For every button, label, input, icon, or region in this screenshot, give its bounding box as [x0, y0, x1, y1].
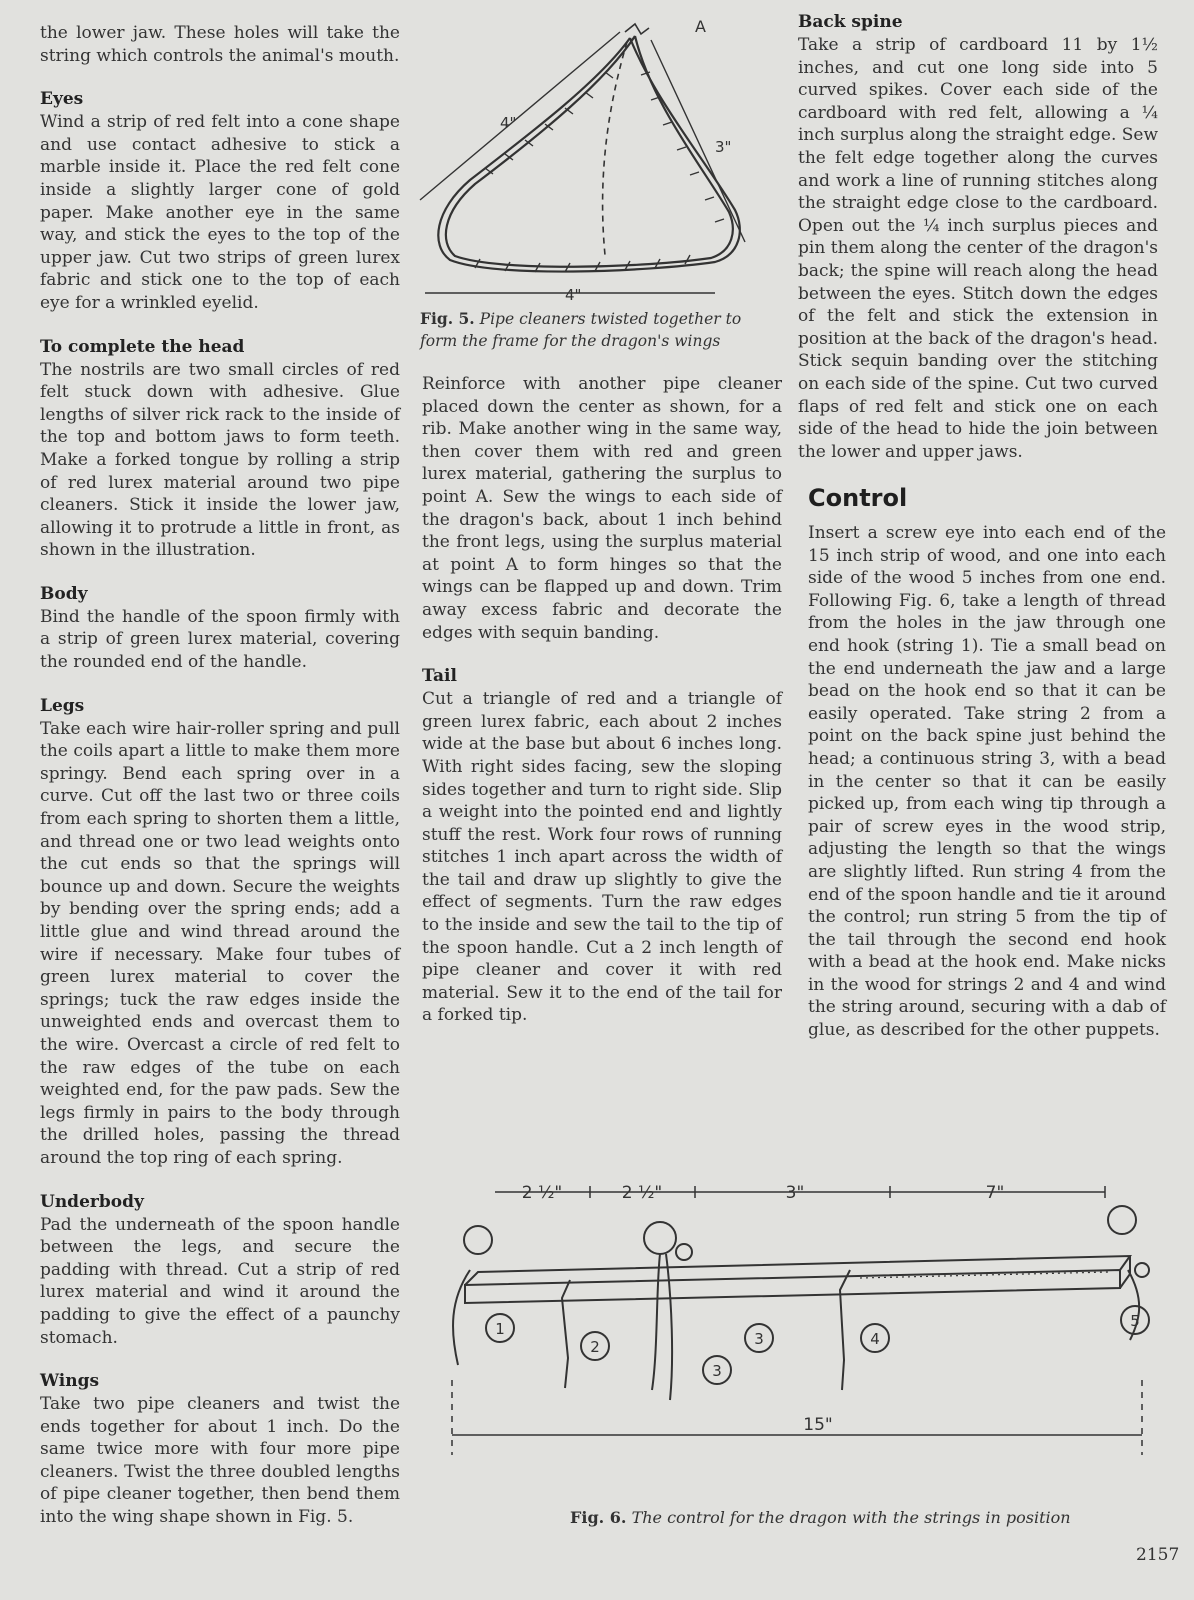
fig6-string-5: 5: [1130, 1312, 1140, 1330]
fig6-svg: [430, 1160, 1170, 1460]
underbody-paragraph: Pad the underneath of the spoon handle between the legs, and secure the padding with thread. Cut a strip of red lurex material and wind it around the padding to give the effect of a paunchy stomach.: [40, 1214, 400, 1348]
wings-paragraph: Take two pipe cleaners and twist the ends together for about 1 inch. Do the same twice more with four more pipe cleaners. Twist the three doubled lengths of pipe cleaner together, then bend them into the wing shape shown in Fig. 5.: [40, 1394, 400, 1528]
eyes-heading: Eyes: [40, 89, 84, 110]
fig6-caption: [570, 1508, 1090, 1527]
legs-paragraph: Take each wire hair-roller spring and pull the coils apart a little to make them more springy. Bend each spring over in a curve. Cut off the last two or three coils from each spring to shorten them a little, and thread one or two lead weights onto the cut ends so that the springs will bounce up and down. Secure the weights by bending over the spring ends; add a little glue and wind thread around the wire if necessary. Make four tubes of green lurex material to cover the springs; tuck the raw edges inside the unweighted ends and overcast them to the wire. Overcast a circle of red felt to the raw edges of the tube on each weighted end, for the paw pads. Sew the legs firmly in pairs to the body through the drilled holes, passing the thread around the top ring of each spring.: [40, 718, 400, 1168]
fig5-caption-text: Pipe cleaners twisted together to form the frame for the dragon's wings: [420, 310, 742, 350]
control-section: [808, 484, 1166, 1064]
tail-paragraph: Cut a triangle of red and a triangle of green lurex fabric, each about 2 inches wide at the base but about 6 inches long. With right sides facing, sew the sloping sides together and turn to right side. Slip a weight into the pointed end and lightly stuff the rest. Work four rows of running stitches 1 inch apart across the width of the tail and draw up slightly to give the effect of segments. Turn the raw edges to the inside and sew the tail to the tip of the spoon handle. Cut a 2 inch length of pipe cleaner and cover it with red material. Sew it to the end of the tail for a forked tip.: [422, 689, 782, 1026]
tail-heading: Tail: [422, 666, 457, 687]
fig6-string-2: 2: [590, 1338, 600, 1356]
fig6-total-length: 15": [803, 1415, 833, 1435]
fig6-caption-label: Fig. 6.: [570, 1508, 627, 1527]
fig6-string-4: 4: [870, 1330, 880, 1348]
control-heading: Control: [808, 484, 908, 512]
fig5-dim-right: 3": [715, 138, 732, 156]
underbody-heading: Underbody: [40, 1191, 144, 1212]
page-number: 2157: [1136, 1545, 1180, 1565]
intro-paragraph: the lower jaw. These holes will take the string which controls the animal's mouth.: [40, 23, 400, 66]
fig6-string-3a: 3: [712, 1362, 722, 1380]
fig6-dim-1: 2 ½": [521, 1183, 563, 1203]
fig5-svg: [415, 10, 760, 310]
fig5-wing-frame-drawing: [415, 10, 760, 310]
fig5-dim-left: 4": [500, 114, 517, 132]
head-heading: To complete the head: [40, 336, 245, 357]
fig5-dim-bottom: 4": [565, 286, 582, 304]
spine-paragraph: Take a strip of cardboard 11 by 1½ inches, and cut one long side into 5 curved spikes. Cover each side of the cardboard with red felt, allowing a ¼ inch surplus along the straight edge. Sew the felt edge together along the curves and work a line of running stitches along the straight edge close to the cardboard. Open out the ¼ inch surplus pieces and pin them along the center of the dragon's back; the spine will reach along the head between the eyes. Stitch down the edges of the felt and stick the extension in position at the back of the dragon's head. Stick sequin banding over the stitching on each side of the spine. Cut two curved flaps of red felt and stick one on each side of the head to hide the join between the lower and upper jaws.: [798, 35, 1159, 462]
wings-continued-paragraph: Reinforce with another pipe cleaner placed down the center as shown, for a rib. Make another wing in the same way, then cover them with red and green lurex material, gathering the surplus to point A. Sew the wings to each side of the dragon's back, about 1 inch behind the front legs, using the surplus material at point A to form hinges so that the wings can be flapped up and down. Trim away excess fabric and decorate the edges with sequin banding.: [422, 374, 782, 643]
fig6-dim-3: 3": [785, 1183, 805, 1203]
fig6-string-3b: 3: [754, 1330, 764, 1348]
body-heading: Body: [40, 583, 88, 604]
spine-heading: Back spine: [798, 12, 903, 32]
eyes-paragraph: Wind a strip of red felt into a cone shape and use contact adhesive to stick a marble inside it. Place the red felt cone inside a slightly larger cone of gold paper. Make another eye in the same way, and stick the eyes to the top of the upper jaw. Cut two strips of green lurex fabric and stick one to the top of each eye for a wrinkled eyelid.: [40, 112, 400, 313]
body-paragraph: Bind the handle of the spoon firmly with a strip of green lurex material, covering the rounded end of the handle.: [40, 606, 400, 673]
fig5-caption: [420, 308, 750, 352]
fig6-control-drawing: [430, 1160, 1170, 1460]
fig6-dim-4: 7": [985, 1183, 1005, 1203]
wings-heading: Wings: [40, 1371, 100, 1392]
control-paragraph: Insert a screw eye into each end of the 15 inch strip of wood, and one into each side of the wood 5 inches from one end. Following Fig. 6, take a length of thread from the holes in the jaw through one end hook (string 1). Tie a small bead on the end underneath the jaw and a large bead on the hook end so that it can be easily operated. Take string 2 from a point on the back spine just behind the head; a continuous string 3, with a bead in the center so that it can be easily picked up, from each wing tip through a pair of screw eyes in the wood strip, adjusting the length so that the wings are slightly lifted. Run string 4 from the end of the spoon handle and tie it around the control; run string 5 from the tip of the tail through the second end hook with a bead at the hook end. Make nicks in the wood for strings 2 and 4 and wind the string around, securing with a dab of glue, as described for the other puppets.: [808, 523, 1166, 1041]
middle-column: [422, 373, 782, 1049]
fig5-caption-label: Fig. 5.: [420, 309, 475, 328]
right-column: [798, 12, 1158, 485]
fig5-point-a-label: A: [695, 17, 706, 36]
fig6-string-1: 1: [495, 1320, 505, 1338]
fig6-dim-2: 2 ½": [621, 1183, 663, 1203]
legs-heading: Legs: [40, 695, 85, 716]
left-column: [40, 22, 400, 1551]
fig6-caption-text: The control for the dragon with the strings in position: [631, 1508, 1071, 1527]
head-paragraph: The nostrils are two small circles of red felt stuck down with adhesive. Glue lengths of silver rick rack to the inside of the top and bottom jaws to form teeth. Make a forked tongue by rolling a strip of red lurex material around two pipe cleaners. Stick it inside the lower jaw, allowing it to protrude a little in front, as shown in the illustration.: [40, 359, 400, 561]
